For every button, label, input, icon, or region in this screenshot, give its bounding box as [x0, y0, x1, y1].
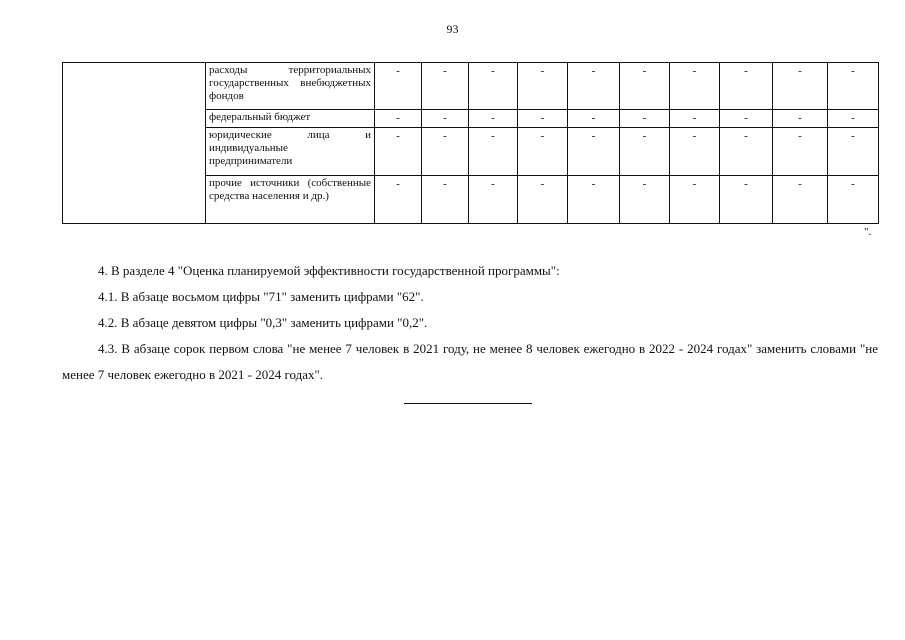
table-cell: - [720, 63, 773, 110]
table-cell: - [518, 176, 568, 224]
table-row [63, 63, 879, 110]
funding-sources-table [62, 62, 879, 224]
table-cell: - [422, 176, 469, 224]
table-cell: - [670, 110, 720, 128]
table-cell: - [773, 63, 828, 110]
end-divider-line [404, 403, 532, 404]
table-row-label: юридические лица и индивидуальные предприниматели [206, 128, 375, 176]
table-cell: - [828, 176, 879, 224]
table-cell: - [422, 110, 469, 128]
amendment-text [62, 258, 878, 388]
table-cell: - [518, 128, 568, 176]
table-closing-quote: ". [864, 226, 872, 238]
paragraph: 4.3. В абзаце сорок первом слова "не менее 7 человек в 2021 году, не менее 8 человек ежегодно в 2022 - 2024 годах" заменить словами "не менее 7 человек ежегодно в 2021 - 2024 годах". [62, 341, 878, 382]
table-cell: - [670, 128, 720, 176]
table-cell: - [469, 128, 518, 176]
page-number: 93 [446, 22, 459, 36]
table-row-label: прочие источники (собственные средства населения и др.) [206, 176, 375, 224]
table-cell: - [828, 128, 879, 176]
table-cell: - [773, 176, 828, 224]
table-row-label: расходы территориальных государственных внебюджетных фондов [206, 63, 375, 110]
table-cell: - [720, 128, 773, 176]
table-cell: - [620, 110, 670, 128]
table-cell: - [375, 63, 422, 110]
table-cell: - [568, 110, 620, 128]
paragraph: 4.2. В абзаце девятом цифры "0,3" заменить цифрами "0,2". [98, 315, 428, 330]
table-cell: - [422, 128, 469, 176]
table-cell: - [828, 63, 879, 110]
table-row-label: федеральный бюджет [206, 110, 375, 128]
table-cell: - [828, 110, 879, 128]
table-cell: - [422, 63, 469, 110]
table-cell: - [375, 128, 422, 176]
paragraph: 4.1. В абзаце восьмом цифры "71" заменить цифрами "62". [98, 289, 424, 304]
table-cell: - [469, 63, 518, 110]
table-cell: - [568, 176, 620, 224]
table-cell: - [518, 63, 568, 110]
table-cell: - [518, 110, 568, 128]
table-cell: - [568, 128, 620, 176]
table-cell: - [773, 110, 828, 128]
table-cell: - [720, 110, 773, 128]
table-cell: - [375, 110, 422, 128]
table-cell: - [375, 176, 422, 224]
table-cell: - [720, 176, 773, 224]
table-cell: - [469, 176, 518, 224]
table-cell: - [773, 128, 828, 176]
table-blank-cell [63, 63, 206, 224]
table-cell: - [670, 176, 720, 224]
table-cell: - [620, 63, 670, 110]
paragraph: 4. В разделе 4 "Оценка планируемой эффективности государственной программы": [98, 263, 560, 278]
table-cell: - [620, 176, 670, 224]
table-cell: - [620, 128, 670, 176]
table-cell: - [568, 63, 620, 110]
table-cell: - [469, 110, 518, 128]
table-cell: - [670, 63, 720, 110]
